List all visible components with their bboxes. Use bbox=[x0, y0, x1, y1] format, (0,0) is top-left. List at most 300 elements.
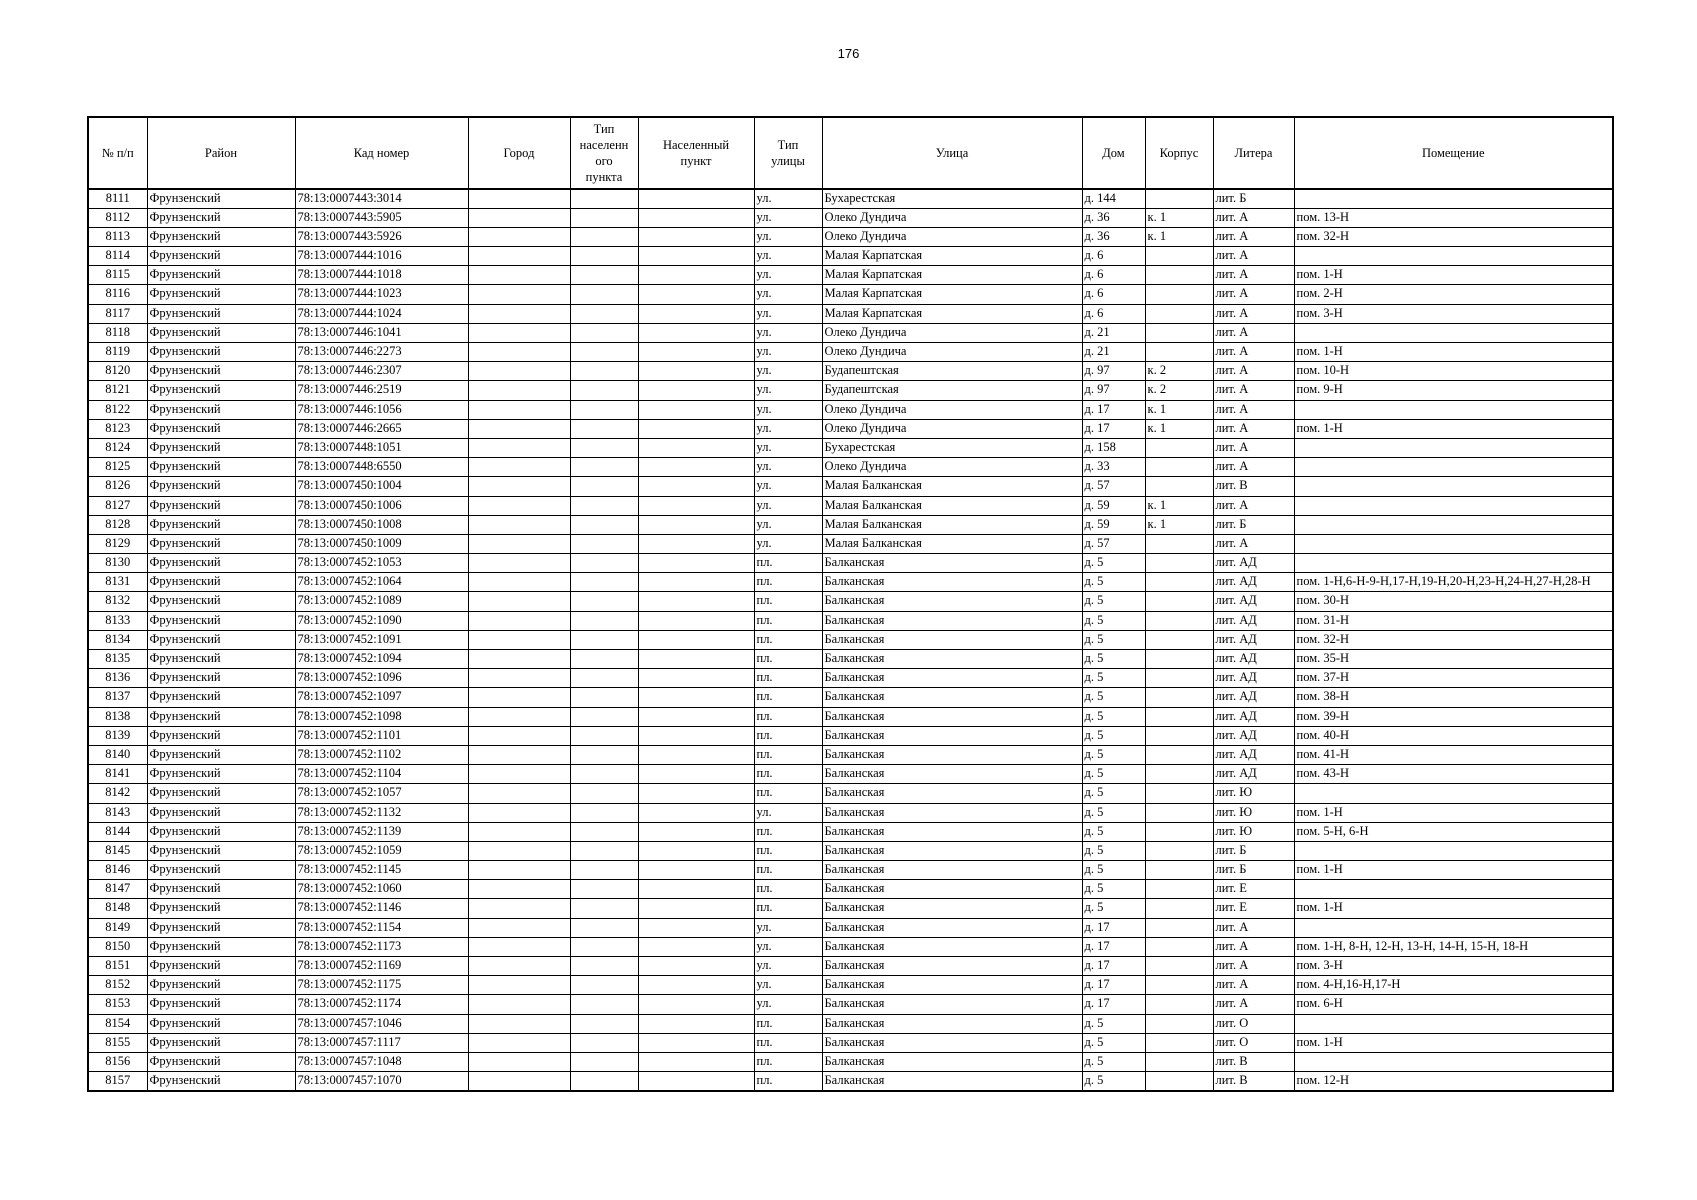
cell-street-type: пл. bbox=[754, 650, 822, 669]
cell-letter: лит. Ю bbox=[1213, 822, 1294, 841]
cell-cadastral: 78:13:0007452:1174 bbox=[295, 995, 468, 1014]
cell-letter: лит. А bbox=[1213, 937, 1294, 956]
cell-district: Фрунзенский bbox=[147, 688, 295, 707]
cell-settlement-type bbox=[570, 438, 638, 457]
header-building: Корпус bbox=[1145, 117, 1213, 189]
cell-cadastral: 78:13:0007446:2273 bbox=[295, 343, 468, 362]
cell-district: Фрунзенский bbox=[147, 189, 295, 208]
cell-street: Балканская bbox=[822, 784, 1082, 803]
cell-city bbox=[468, 400, 570, 419]
cell-street-type: пл. bbox=[754, 841, 822, 860]
cell-house: д. 17 bbox=[1082, 995, 1145, 1014]
cell-settlement bbox=[638, 937, 754, 956]
cell-cadastral: 78:13:0007446:2665 bbox=[295, 419, 468, 438]
cell-letter: лит. А bbox=[1213, 400, 1294, 419]
cell-house: д. 5 bbox=[1082, 707, 1145, 726]
cell-index: 8130 bbox=[88, 554, 147, 573]
table-row bbox=[88, 1014, 1613, 1033]
cell-building bbox=[1145, 304, 1213, 323]
cell-settlement bbox=[638, 323, 754, 342]
cell-cadastral: 78:13:0007452:1104 bbox=[295, 765, 468, 784]
cell-letter: лит. АД bbox=[1213, 573, 1294, 592]
cell-letter: лит. Ю bbox=[1213, 803, 1294, 822]
cell-city bbox=[468, 1072, 570, 1091]
cell-city bbox=[468, 957, 570, 976]
cell-street-type: пл. bbox=[754, 707, 822, 726]
cell-street-type: ул. bbox=[754, 323, 822, 342]
cell-house: д. 97 bbox=[1082, 381, 1145, 400]
cell-district: Фрунзенский bbox=[147, 554, 295, 573]
cell-street-type: ул. bbox=[754, 496, 822, 515]
cell-house: д. 17 bbox=[1082, 400, 1145, 419]
cell-settlement bbox=[638, 1052, 754, 1071]
cell-building bbox=[1145, 976, 1213, 995]
cell-district: Фрунзенский bbox=[147, 285, 295, 304]
cell-city bbox=[468, 515, 570, 534]
cell-index: 8138 bbox=[88, 707, 147, 726]
header-settlement bbox=[638, 117, 754, 189]
cell-house: д. 97 bbox=[1082, 362, 1145, 381]
cell-cadastral: 78:13:0007452:1090 bbox=[295, 611, 468, 630]
cell-cadastral: 78:13:0007452:1094 bbox=[295, 650, 468, 669]
cell-letter: лит. Б bbox=[1213, 861, 1294, 880]
cell-index: 8151 bbox=[88, 957, 147, 976]
table-row bbox=[88, 784, 1613, 803]
cell-city bbox=[468, 765, 570, 784]
cell-index: 8135 bbox=[88, 650, 147, 669]
cell-settlement-type bbox=[570, 573, 638, 592]
cell-district: Фрунзенский bbox=[147, 362, 295, 381]
table-row bbox=[88, 515, 1613, 534]
cell-house: д. 5 bbox=[1082, 1072, 1145, 1091]
cell-house: д. 5 bbox=[1082, 688, 1145, 707]
cell-settlement bbox=[638, 669, 754, 688]
cell-letter: лит. А bbox=[1213, 458, 1294, 477]
cell-city bbox=[468, 976, 570, 995]
cell-letter: лит. АД bbox=[1213, 611, 1294, 630]
cell-house: д. 144 bbox=[1082, 189, 1145, 208]
cell-cadastral: 78:13:0007452:1060 bbox=[295, 880, 468, 899]
cell-building bbox=[1145, 247, 1213, 266]
cell-city bbox=[468, 266, 570, 285]
table-row bbox=[88, 266, 1613, 285]
cell-street-type: ул. bbox=[754, 957, 822, 976]
cell-building bbox=[1145, 285, 1213, 304]
cell-house: д. 6 bbox=[1082, 266, 1145, 285]
cell-premises bbox=[1294, 784, 1613, 803]
cell-street: Балканская bbox=[822, 861, 1082, 880]
cell-cadastral: 78:13:0007452:1154 bbox=[295, 918, 468, 937]
cell-street: Малая Балканская bbox=[822, 534, 1082, 553]
cell-settlement bbox=[638, 899, 754, 918]
cell-cadastral: 78:13:0007446:2307 bbox=[295, 362, 468, 381]
table-row bbox=[88, 554, 1613, 573]
table-row bbox=[88, 362, 1613, 381]
cell-district: Фрунзенский bbox=[147, 515, 295, 534]
cell-settlement-type bbox=[570, 304, 638, 323]
registry-table bbox=[87, 116, 1614, 1092]
cell-city bbox=[468, 822, 570, 841]
cell-cadastral: 78:13:0007452:1173 bbox=[295, 937, 468, 956]
cell-index: 8143 bbox=[88, 803, 147, 822]
cell-street: Олеко Дундича bbox=[822, 343, 1082, 362]
cell-index: 8127 bbox=[88, 496, 147, 515]
cell-premises: пом. 30-Н bbox=[1294, 592, 1613, 611]
cell-cadastral: 78:13:0007452:1096 bbox=[295, 669, 468, 688]
cell-settlement bbox=[638, 189, 754, 208]
cell-street: Малая Карпатская bbox=[822, 247, 1082, 266]
cell-house: д. 6 bbox=[1082, 247, 1145, 266]
cell-premises: пом. 1-Н bbox=[1294, 343, 1613, 362]
cell-house: д. 5 bbox=[1082, 1052, 1145, 1071]
cell-premises: пом. 3-Н bbox=[1294, 304, 1613, 323]
cell-cadastral: 78:13:0007448:6550 bbox=[295, 458, 468, 477]
cell-letter: лит. А bbox=[1213, 304, 1294, 323]
cell-house: д. 36 bbox=[1082, 208, 1145, 227]
cell-settlement-type bbox=[570, 323, 638, 342]
cell-district: Фрунзенский bbox=[147, 477, 295, 496]
cell-letter: лит. Ю bbox=[1213, 784, 1294, 803]
cell-settlement-type bbox=[570, 208, 638, 227]
table-row bbox=[88, 822, 1613, 841]
cell-index: 8116 bbox=[88, 285, 147, 304]
cell-settlement bbox=[638, 1033, 754, 1052]
cell-index: 8148 bbox=[88, 899, 147, 918]
cell-street: Олеко Дундича bbox=[822, 208, 1082, 227]
cell-letter: лит. О bbox=[1213, 1014, 1294, 1033]
cell-district: Фрунзенский bbox=[147, 1052, 295, 1071]
cell-street: Балканская bbox=[822, 899, 1082, 918]
cell-settlement-type bbox=[570, 534, 638, 553]
cell-settlement-type bbox=[570, 247, 638, 266]
cell-district: Фрунзенский bbox=[147, 573, 295, 592]
cell-city bbox=[468, 1052, 570, 1071]
cell-city bbox=[468, 247, 570, 266]
table-row bbox=[88, 1033, 1613, 1052]
cell-district: Фрунзенский bbox=[147, 937, 295, 956]
cell-house: д. 21 bbox=[1082, 323, 1145, 342]
cell-street: Будапештская bbox=[822, 362, 1082, 381]
cell-city bbox=[468, 534, 570, 553]
cell-premises bbox=[1294, 247, 1613, 266]
table-row bbox=[88, 458, 1613, 477]
cell-district: Фрунзенский bbox=[147, 419, 295, 438]
cell-settlement-type bbox=[570, 515, 638, 534]
cell-settlement-type bbox=[570, 841, 638, 860]
cell-index: 8149 bbox=[88, 918, 147, 937]
cell-house: д. 33 bbox=[1082, 458, 1145, 477]
cell-premises bbox=[1294, 458, 1613, 477]
cell-letter: лит. В bbox=[1213, 1052, 1294, 1071]
cell-street: Малая Балканская bbox=[822, 477, 1082, 496]
cell-city bbox=[468, 880, 570, 899]
cell-building bbox=[1145, 918, 1213, 937]
cell-street: Балканская bbox=[822, 976, 1082, 995]
cell-street: Балканская bbox=[822, 669, 1082, 688]
header-district: Район bbox=[147, 117, 295, 189]
cell-letter: лит. Б bbox=[1213, 189, 1294, 208]
table-row bbox=[88, 496, 1613, 515]
table-row bbox=[88, 611, 1613, 630]
cell-premises: пом. 10-Н bbox=[1294, 362, 1613, 381]
cell-settlement bbox=[638, 458, 754, 477]
table-row bbox=[88, 381, 1613, 400]
cell-street-type: пл. bbox=[754, 573, 822, 592]
cell-building: к. 1 bbox=[1145, 400, 1213, 419]
cell-building bbox=[1145, 438, 1213, 457]
cell-settlement bbox=[638, 822, 754, 841]
cell-index: 8144 bbox=[88, 822, 147, 841]
cell-street-type: ул. bbox=[754, 995, 822, 1014]
cell-cadastral: 78:13:0007446:1041 bbox=[295, 323, 468, 342]
cell-index: 8132 bbox=[88, 592, 147, 611]
cell-city bbox=[468, 208, 570, 227]
cell-street-type: пл. bbox=[754, 688, 822, 707]
cell-index: 8152 bbox=[88, 976, 147, 995]
cell-city bbox=[468, 458, 570, 477]
cell-city bbox=[468, 362, 570, 381]
cell-settlement-type bbox=[570, 1072, 638, 1091]
cell-street-type: ул. bbox=[754, 937, 822, 956]
table-row bbox=[88, 477, 1613, 496]
cell-city bbox=[468, 707, 570, 726]
cell-settlement bbox=[638, 611, 754, 630]
cell-settlement bbox=[638, 592, 754, 611]
cell-premises bbox=[1294, 880, 1613, 899]
cell-cadastral: 78:13:0007444:1016 bbox=[295, 247, 468, 266]
cell-settlement-type bbox=[570, 745, 638, 764]
cell-street: Балканская bbox=[822, 1014, 1082, 1033]
cell-district: Фрунзенский bbox=[147, 208, 295, 227]
cell-street-type: пл. bbox=[754, 765, 822, 784]
cell-city bbox=[468, 189, 570, 208]
cell-settlement-type bbox=[570, 477, 638, 496]
cell-cadastral: 78:13:0007452:1053 bbox=[295, 554, 468, 573]
cell-street: Бухарестская bbox=[822, 189, 1082, 208]
cell-settlement bbox=[638, 745, 754, 764]
cell-district: Фрунзенский bbox=[147, 323, 295, 342]
cell-settlement-type bbox=[570, 592, 638, 611]
table-row bbox=[88, 573, 1613, 592]
cell-premises: пом. 1-Н,6-Н-9-Н,17-Н,19-Н,20-Н,23-Н,24-Н,27-Н,28-Н bbox=[1294, 573, 1613, 592]
header-settlement-type-line: населенн bbox=[579, 138, 629, 152]
cell-building bbox=[1145, 266, 1213, 285]
cell-house: д. 5 bbox=[1082, 592, 1145, 611]
cell-street: Олеко Дундича bbox=[822, 419, 1082, 438]
header-street: Улица bbox=[822, 117, 1082, 189]
cell-street: Малая Балканская bbox=[822, 515, 1082, 534]
cell-premises: пом. 35-Н bbox=[1294, 650, 1613, 669]
cell-letter: лит. А bbox=[1213, 323, 1294, 342]
cell-settlement bbox=[638, 726, 754, 745]
cell-building bbox=[1145, 803, 1213, 822]
cell-settlement bbox=[638, 861, 754, 880]
cell-city bbox=[468, 573, 570, 592]
cell-index: 8137 bbox=[88, 688, 147, 707]
cell-house: д. 17 bbox=[1082, 957, 1145, 976]
cell-premises: пом. 38-Н bbox=[1294, 688, 1613, 707]
cell-building bbox=[1145, 880, 1213, 899]
table-row bbox=[88, 247, 1613, 266]
cell-city bbox=[468, 861, 570, 880]
cell-letter: лит. АД bbox=[1213, 765, 1294, 784]
cell-premises: пом. 32-Н bbox=[1294, 227, 1613, 246]
cell-house: д. 17 bbox=[1082, 976, 1145, 995]
cell-house: д. 5 bbox=[1082, 841, 1145, 860]
cell-index: 8126 bbox=[88, 477, 147, 496]
table-row bbox=[88, 304, 1613, 323]
cell-premises bbox=[1294, 534, 1613, 553]
cell-letter: лит. АД bbox=[1213, 707, 1294, 726]
cell-index: 8150 bbox=[88, 937, 147, 956]
cell-street: Балканская bbox=[822, 1072, 1082, 1091]
cell-district: Фрунзенский bbox=[147, 1014, 295, 1033]
table-row bbox=[88, 592, 1613, 611]
cell-index: 8141 bbox=[88, 765, 147, 784]
cell-cadastral: 78:13:0007443:5926 bbox=[295, 227, 468, 246]
cell-settlement bbox=[638, 554, 754, 573]
cell-letter: лит. А bbox=[1213, 957, 1294, 976]
cell-index: 8139 bbox=[88, 726, 147, 745]
cell-street-type: ул. bbox=[754, 381, 822, 400]
cell-settlement-type bbox=[570, 1052, 638, 1071]
cell-street-type: ул. bbox=[754, 918, 822, 937]
cell-cadastral: 78:13:0007444:1023 bbox=[295, 285, 468, 304]
cell-building bbox=[1145, 784, 1213, 803]
cell-premises: пом. 1-Н bbox=[1294, 266, 1613, 285]
cell-street-type: пл. bbox=[754, 880, 822, 899]
cell-street: Бухарестская bbox=[822, 438, 1082, 457]
cell-letter: лит. А bbox=[1213, 496, 1294, 515]
cell-city bbox=[468, 611, 570, 630]
cell-street: Балканская bbox=[822, 803, 1082, 822]
cell-premises bbox=[1294, 515, 1613, 534]
cell-city bbox=[468, 803, 570, 822]
page-number: 176 bbox=[837, 46, 860, 61]
cell-premises bbox=[1294, 438, 1613, 457]
table-row bbox=[88, 1052, 1613, 1071]
cell-street: Балканская bbox=[822, 726, 1082, 745]
cell-building bbox=[1145, 765, 1213, 784]
cell-settlement-type bbox=[570, 630, 638, 649]
header-street-type-line: Тип bbox=[777, 138, 799, 152]
cell-house: д. 57 bbox=[1082, 477, 1145, 496]
cell-letter: лит. АД bbox=[1213, 592, 1294, 611]
cell-street: Балканская bbox=[822, 765, 1082, 784]
cell-cadastral: 78:13:0007452:1059 bbox=[295, 841, 468, 860]
cell-house: д. 6 bbox=[1082, 285, 1145, 304]
cell-letter: лит. АД bbox=[1213, 745, 1294, 764]
cell-settlement bbox=[638, 918, 754, 937]
header-city: Город bbox=[468, 117, 570, 189]
cell-premises bbox=[1294, 918, 1613, 937]
cell-letter: лит. Е bbox=[1213, 880, 1294, 899]
cell-building bbox=[1145, 726, 1213, 745]
cell-street-type: пл. bbox=[754, 784, 822, 803]
cell-index: 8155 bbox=[88, 1033, 147, 1052]
cell-settlement bbox=[638, 957, 754, 976]
cell-building bbox=[1145, 554, 1213, 573]
cell-street-type: ул. bbox=[754, 534, 822, 553]
cell-house: д. 5 bbox=[1082, 630, 1145, 649]
cell-letter: лит. Б bbox=[1213, 515, 1294, 534]
cell-street-type: ул. bbox=[754, 266, 822, 285]
cell-settlement bbox=[638, 227, 754, 246]
cell-letter: лит. А bbox=[1213, 208, 1294, 227]
header-house: Дом bbox=[1082, 117, 1145, 189]
cell-letter: лит. АД bbox=[1213, 630, 1294, 649]
cell-street-type: ул. bbox=[754, 247, 822, 266]
cell-house: д. 57 bbox=[1082, 534, 1145, 553]
cell-index: 8114 bbox=[88, 247, 147, 266]
cell-city bbox=[468, 726, 570, 745]
cell-street-type: пл. bbox=[754, 669, 822, 688]
cell-letter: лит. А bbox=[1213, 362, 1294, 381]
table-row bbox=[88, 669, 1613, 688]
cell-settlement-type bbox=[570, 554, 638, 573]
cell-street: Балканская bbox=[822, 1052, 1082, 1071]
cell-house: д. 5 bbox=[1082, 1033, 1145, 1052]
cell-district: Фрунзенский bbox=[147, 669, 295, 688]
cell-building bbox=[1145, 592, 1213, 611]
cell-settlement-type bbox=[570, 266, 638, 285]
cell-premises bbox=[1294, 1014, 1613, 1033]
cell-settlement-type bbox=[570, 899, 638, 918]
cell-street: Балканская bbox=[822, 707, 1082, 726]
cell-district: Фрунзенский bbox=[147, 899, 295, 918]
cell-district: Фрунзенский bbox=[147, 784, 295, 803]
cell-letter: лит. А bbox=[1213, 534, 1294, 553]
cell-settlement bbox=[638, 784, 754, 803]
table-row bbox=[88, 534, 1613, 553]
cell-street: Балканская bbox=[822, 995, 1082, 1014]
cell-district: Фрунзенский bbox=[147, 1033, 295, 1052]
cell-settlement bbox=[638, 707, 754, 726]
cell-district: Фрунзенский bbox=[147, 381, 295, 400]
table-row bbox=[88, 208, 1613, 227]
cell-street: Будапештская bbox=[822, 381, 1082, 400]
table-row bbox=[88, 918, 1613, 937]
cell-index: 8112 bbox=[88, 208, 147, 227]
cell-letter: лит. А bbox=[1213, 438, 1294, 457]
cell-cadastral: 78:13:0007452:1102 bbox=[295, 745, 468, 764]
cell-index: 8146 bbox=[88, 861, 147, 880]
cell-house: д. 5 bbox=[1082, 554, 1145, 573]
cell-house: д. 5 bbox=[1082, 726, 1145, 745]
cell-settlement bbox=[638, 803, 754, 822]
cell-letter: лит. В bbox=[1213, 1072, 1294, 1091]
cell-street: Балканская bbox=[822, 745, 1082, 764]
cell-settlement-type bbox=[570, 765, 638, 784]
table-body bbox=[88, 189, 1613, 1091]
cell-street: Балканская bbox=[822, 554, 1082, 573]
cell-cadastral: 78:13:0007452:1175 bbox=[295, 976, 468, 995]
cell-settlement-type bbox=[570, 995, 638, 1014]
cell-premises bbox=[1294, 496, 1613, 515]
header-street-type-line: улицы bbox=[771, 154, 805, 168]
cell-building bbox=[1145, 477, 1213, 496]
cell-settlement bbox=[638, 841, 754, 860]
cell-settlement bbox=[638, 400, 754, 419]
cell-index: 8140 bbox=[88, 745, 147, 764]
cell-cadastral: 78:13:0007452:1132 bbox=[295, 803, 468, 822]
cell-street-type: ул. bbox=[754, 458, 822, 477]
cell-house: д. 5 bbox=[1082, 880, 1145, 899]
cell-settlement-type bbox=[570, 227, 638, 246]
cell-premises: пом. 37-Н bbox=[1294, 669, 1613, 688]
header-index: № п/п bbox=[88, 117, 147, 189]
cell-settlement bbox=[638, 477, 754, 496]
